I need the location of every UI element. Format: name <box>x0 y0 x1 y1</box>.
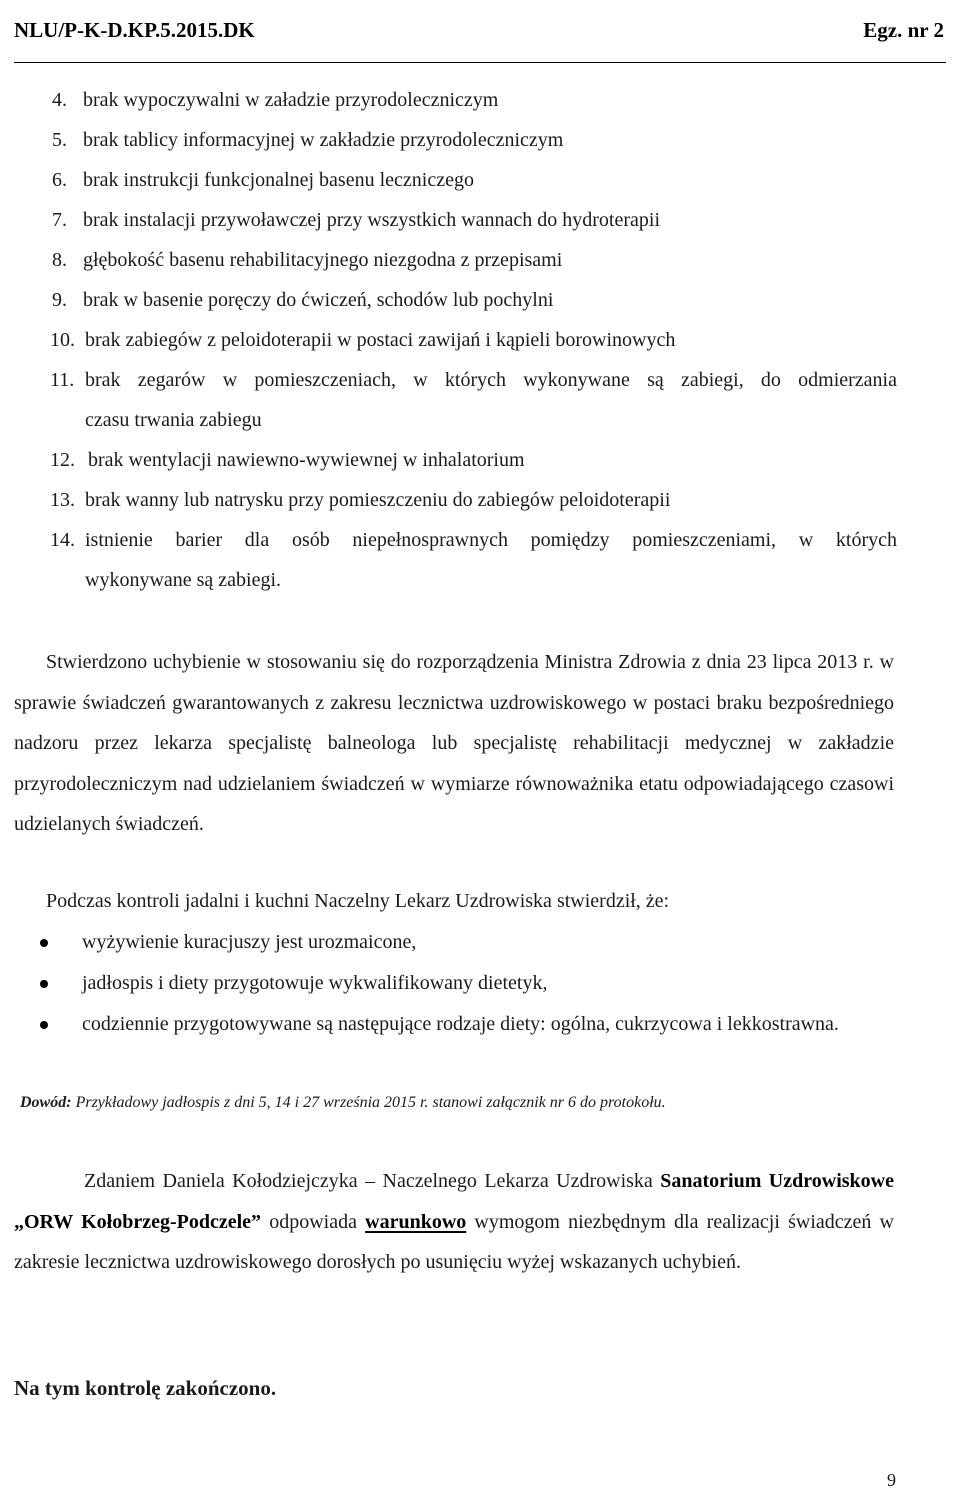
kitchen-findings-list <box>38 922 894 1045</box>
list-item: 4. brak wypoczywalni w załadzie przyrodoleczniczym <box>52 89 499 111</box>
conclusion-paragraph: Zdaniem Daniela Kołodziejczyka – Naczelnego Lekarza Uzdrowiska Sanatorium Uzdrowiskowe „ORW Kołobrzeg-Podczele” odpowiada warunkowo wymogom niezbędnym dla realizacji świadczeń w zakresie lecznictwa uzdrowiskowego dorosłych po usunięciu wyżej wskazanych uchybień. <box>14 1170 894 1273</box>
kitchen-inspection-intro: Podczas kontroli jadalni i kuchni Naczelny Lekarz Uzdrowiska stwierdził, że: <box>46 890 670 912</box>
list-item: 7. brak instalacji przywoławczej przy wszystkich wannach do hydroterapii <box>52 209 661 231</box>
facility-name: Sanatorium Uzdrowiskowe „ORW Kołobrzeg-Podczele” <box>14 1170 894 1233</box>
list-item: wyżywienie kuracjuszy jest urozmaicone, <box>38 922 894 963</box>
findings-list <box>52 80 897 600</box>
list-item: jadłospis i diety przygotowuje wykwalifikowany dietetyk, <box>38 963 894 1004</box>
list-item: 8. głębokość basenu rehabilitacyjnego niezgodna z przepisami <box>52 249 563 271</box>
evidence-note <box>20 1094 666 1112</box>
list-item: 14. istnienie barier dla osób niepełnosprawnych pomiędzy pomieszczeniami, w których wykonywane są zabiegi. <box>50 529 897 591</box>
list-item: 6. brak instrukcji funkcjonalnej basenu leczniczego <box>52 169 474 191</box>
list-item: codziennie przygotowywane są następujące rodzaje diety: ogólna, cukrzycowa i lekkostrawna. <box>38 1004 894 1045</box>
page-number: 9 <box>887 1470 896 1490</box>
list-item: 13. brak wanny lub natrysku przy pomieszczeniu do zabiegów peloidoterapii <box>50 489 671 511</box>
finding-paragraph: Stwierdzono uchybienie w stosowaniu się do rozporządzenia Ministra Zdrowia z dnia 23 lipca 2013 r. w sprawie świadczeń gwarantowanych z zakresu lecznictwa uzdrowiskowego w postaci braku bezpośredniego nadzoru przez lekarza specjalistę balneologa lub specjalistę rehabilitacji medycznej w zakładzie przyrodoleczniczym nad udzielaniem świadczeń w wymiarze równoważnika etatu odpowiadającego czasowi udzielanych świadczeń. <box>14 651 894 835</box>
list-item: 12. brak wentylacji nawiewno-wywiewnej w inhalatorium <box>50 449 525 471</box>
closing-statement: Na tym kontrolę zakończono. <box>14 1376 277 1400</box>
list-item: 5. brak tablicy informacyjnej w zakładzie przyrodoleczniczym <box>52 129 564 151</box>
page-header <box>14 0 946 63</box>
list-item: 11. brak zegarów w pomieszczeniach, w których wykonywane są zabiegi, do odmierzania czasu trwania zabiegu <box>50 369 897 431</box>
document-reference: NLU/P-K-D.KP.5.2015.DK <box>14 18 255 42</box>
list-item: 9. brak w basenie poręczy do ćwiczeń, schodów lub pochylni <box>52 289 554 311</box>
evidence-label: Dowód: <box>20 1094 72 1111</box>
list-item: 10. brak zabiegów z peloidoterapii w postaci zawijań i kąpieli borowinowych <box>50 329 676 351</box>
evidence-text: Przykładowy jadłospis z dni 5, 14 i 27 września 2015 r. stanowi załącznik nr 6 do protokołu. <box>71 1094 666 1111</box>
copy-number: Egz. nr 2 <box>863 18 944 42</box>
verdict-word: warunkowo <box>365 1210 467 1233</box>
